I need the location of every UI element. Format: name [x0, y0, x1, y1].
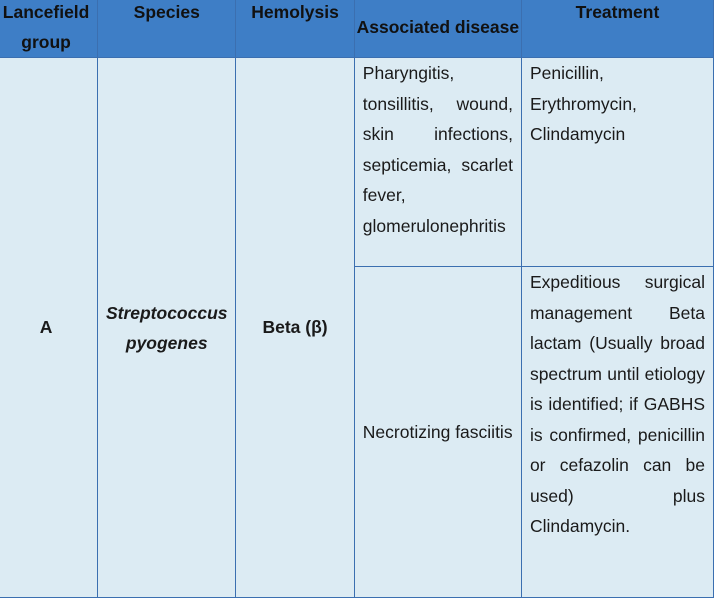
header-lancefield-group: Lancefield group	[0, 0, 98, 58]
cell-treatment-1: Penicillin, Erythromycin, Clindamycin	[521, 58, 713, 267]
header-treatment: Treatment	[521, 0, 713, 58]
cell-disease-2: Necrotizing fasciitis	[354, 267, 521, 598]
cell-group: A	[0, 58, 98, 598]
header-row	[0, 0, 714, 58]
header-species: Species	[98, 0, 236, 58]
header-associated-disease: Associated disease	[354, 0, 521, 58]
header-hemolysis: Hemolysis	[236, 0, 354, 58]
cell-disease-1: Pharyngitis, tonsillitis, wound, skin infections, septicemia, scarlet fever, glomerulonephritis	[354, 58, 521, 267]
table-row	[0, 58, 714, 267]
cell-treatment-2: Expeditious surgical management Beta lactam (Usually broad spectrum until etiology is identified; if GABHS is confirmed, penicillin or cefazolin can be used) plus Clindamycin.	[521, 267, 713, 598]
cell-hemolysis: Beta (β)	[236, 58, 354, 598]
cell-species: Streptococcus pyogenes	[98, 58, 236, 598]
